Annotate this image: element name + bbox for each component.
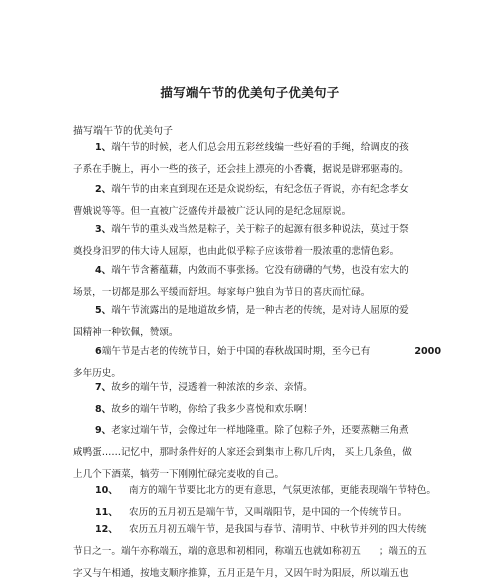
paragraph-text: 端午节是古老的传统节日，始于中国的春秋战国时期，至今已有 <box>101 346 371 357</box>
item-number: 1、 <box>95 142 112 153</box>
paragraph-1 <box>73 137 428 181</box>
paragraph-9 <box>73 420 428 486</box>
year-count: 2000 <box>414 346 442 357</box>
paragraph-text: 子系在手腕上，再小一些的孩子，还会挂上漂亮的小香囊，据说是辟邪驱毒的。 <box>73 164 409 175</box>
item-number: 4、 <box>95 265 112 276</box>
paragraph-text: 上几个下酒菜，犒劳一下刚刚忙碌完麦收的自己。 <box>73 469 285 480</box>
item-number: 11、 <box>95 507 118 518</box>
paragraph-text: 节日之一。端午亦称端五，端的意思和初相同，称端五也就如称初五 <box>73 546 361 557</box>
paragraph-line <box>73 137 428 159</box>
paragraph-line <box>73 341 442 363</box>
section-heading: 描写端午节的优美句子 <box>73 126 173 137</box>
paragraph-text: 字又与午相通，按地支顺序推算，五月正是午月，又因午时为阳辰，所以端五也 <box>73 568 409 579</box>
paragraph-12 <box>73 519 428 585</box>
paragraph-line <box>73 300 428 322</box>
paragraph-3 <box>73 219 428 263</box>
paragraph-text: 国精神一种钦佩，赞颂。 <box>73 327 179 338</box>
paragraph-text: 场景，一切都是那么平缓而舒坦。每家每户独自为节日的喜庆而忙碌。 <box>73 287 371 298</box>
page-title: 描写端午节的优美句子优美句子 <box>160 85 340 100</box>
item-number: 10、 <box>95 485 118 496</box>
item-number: 12、 <box>95 524 118 535</box>
paragraph-2 <box>73 179 428 223</box>
item-number: 2、 <box>95 184 112 195</box>
paragraph-text: 故乡的端午节，浸透着一种浓浓的乡亲、亲情。 <box>111 382 313 393</box>
paragraph-text: 端午节的由来直到现在还是众说纷纭，有纪念伍子胥说，亦有纪念孝女 <box>111 184 409 195</box>
paragraph-text: 曹娥说等等。但一直被广泛盛传并最被广泛认同的是纪念屈原说。 <box>73 206 352 217</box>
paragraph-text: 老家过端午节，会像过年一样地隆重。除了包粽子外，还要蒸糖三角煮 <box>111 425 409 436</box>
item-number: 9、 <box>95 425 112 436</box>
paragraph-line <box>73 159 428 181</box>
paragraph-4 <box>73 260 428 304</box>
item-number: 3、 <box>95 224 112 235</box>
paragraph-line <box>73 480 443 502</box>
paragraph-7 <box>73 377 428 399</box>
paragraph-line <box>73 563 428 585</box>
paragraph-text: 端午节的时候，老人们总会用五彩丝线编一些好看的手绳，给调皮的孩 <box>111 142 409 153</box>
paragraph-text: 奠投身汨罗的伟大诗人屈原，也由此似乎粽子应该带着一股浓重的悲情色彩。 <box>73 246 400 257</box>
paragraph-line <box>73 399 428 421</box>
paragraph-text: 端午节的重头戏当然是粽子，关于粽子的起源有很多种说法，莫过于祭 <box>111 224 409 235</box>
item-number: 6 <box>95 346 102 357</box>
paragraph-5 <box>73 300 428 344</box>
paragraph-text: 农历五月初五端午节，是我国与春节、清明节、中秋节并列的四大传统 <box>129 524 427 535</box>
paragraph-line <box>73 420 428 442</box>
paragraph-10 <box>73 480 443 502</box>
item-number: 7、 <box>95 382 112 393</box>
paragraph-text: 南方的端午节要比北方的更有意思，气氛更浓郁，更能表现端午节特色。 <box>129 485 436 496</box>
paragraph-text: 故乡的端午节哟，你给了我多少喜悦和欢乐啊！ <box>111 404 313 415</box>
paragraph-text: 农历的五月初五是端午节，又叫端阳节，是中国的一个传统节日。 <box>129 507 408 518</box>
paragraph-line <box>73 442 428 464</box>
paragraph-text: 端午节流露出的是地道故乡情，是一种古老的传统，是对诗人屈原的爱 <box>111 305 409 316</box>
paragraph-line <box>73 260 428 282</box>
paragraph-line <box>73 377 428 399</box>
paragraph-line <box>73 519 428 541</box>
paragraph-text: 端午节含蓄蕴藉，内敛而不事张扬。它没有磅礴的气势，也没有宏大的 <box>111 265 409 276</box>
paragraph-line <box>73 219 428 241</box>
paragraph-text-tail: ；端五的五 <box>378 546 427 557</box>
item-number: 8、 <box>95 404 112 415</box>
paragraph-8 <box>73 399 428 421</box>
paragraph-line <box>73 541 428 563</box>
paragraph-text: 多年历史。 <box>73 368 121 379</box>
paragraph-line <box>73 179 428 201</box>
item-number: 5、 <box>95 305 112 316</box>
paragraph-text: 咸鸭蛋……记忆中，那时条件好的人家还会到集市上称几斤肉， 买上几条鱼，做 <box>73 447 412 458</box>
